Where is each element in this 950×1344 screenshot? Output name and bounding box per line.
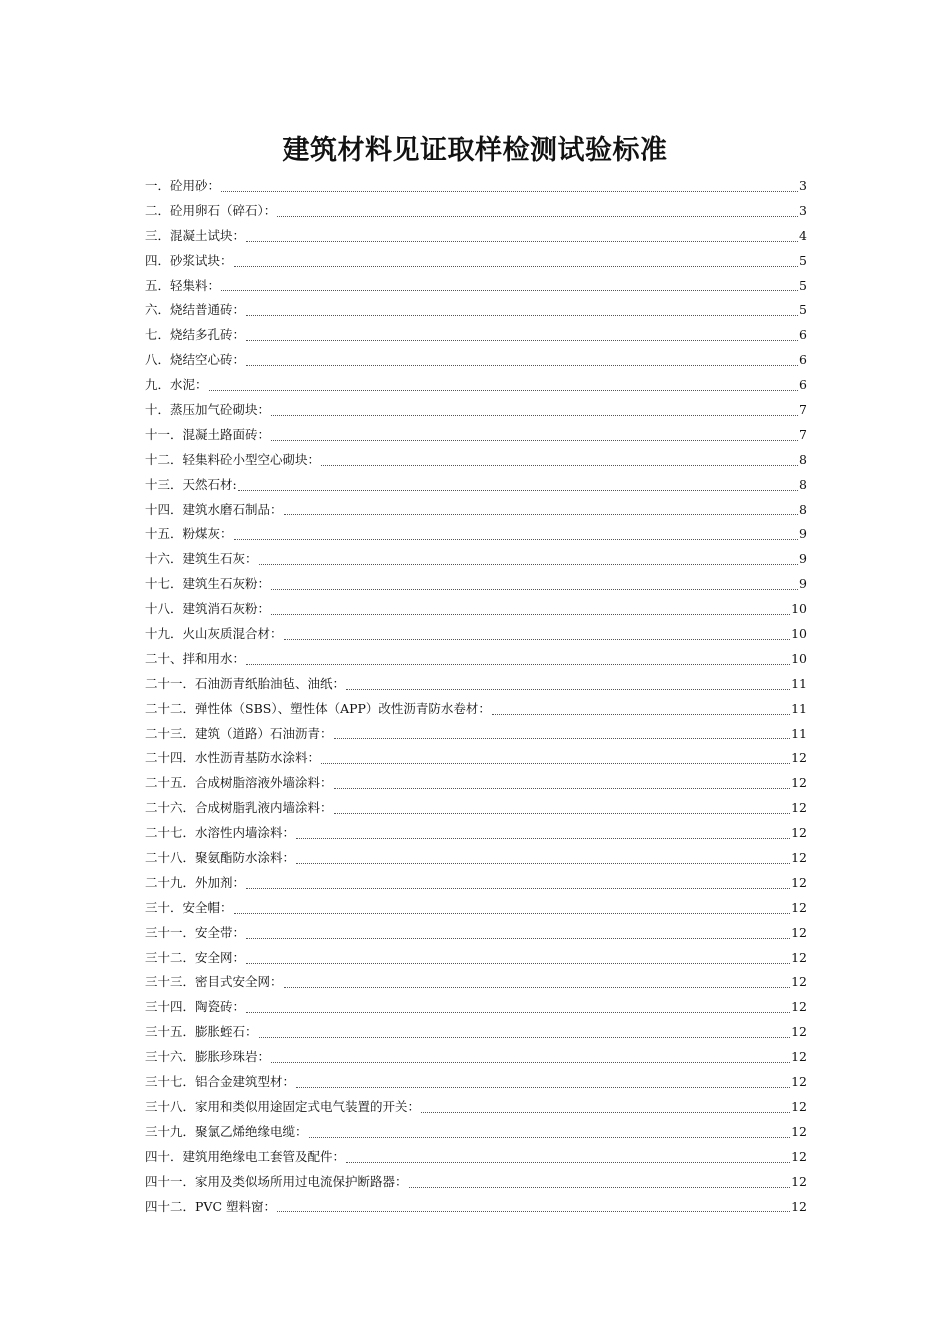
toc-entry[interactable]	[145, 174, 807, 199]
toc-entry[interactable]	[145, 722, 807, 747]
toc-entry[interactable]	[145, 846, 807, 871]
toc-entry-label: 二十九．外加剂：	[145, 874, 246, 890]
toc-entry[interactable]	[145, 622, 807, 647]
toc-entry-page-number: 5	[799, 277, 807, 293]
document-title: 建筑材料见证取样检测试验标准	[282, 135, 668, 166]
toc-dot-leader	[346, 689, 790, 690]
toc-entry[interactable]	[145, 1170, 807, 1195]
toc-entry-page-number: 12	[791, 825, 807, 841]
toc-entry-label: 三十九．聚氯乙烯绝缘电缆：	[145, 1123, 308, 1139]
toc-entry[interactable]	[145, 547, 807, 572]
toc-dot-leader	[246, 241, 798, 242]
toc-entry-label: 三十四．陶瓷砖：	[145, 999, 246, 1015]
toc-entry[interactable]	[145, 298, 807, 323]
toc-dot-leader	[321, 465, 798, 466]
toc-entry-label: 二十六．合成树脂乳液内墙涂料：	[145, 800, 333, 816]
toc-entry[interactable]	[145, 995, 807, 1020]
toc-dot-leader	[271, 589, 798, 590]
toc-entry-label: 三十三．密目式安全网：	[145, 974, 283, 990]
toc-entry-page-number: 12	[791, 1074, 807, 1090]
toc-entry-label: 十九．火山灰质混合材：	[145, 626, 283, 642]
toc-entry-page-number: 12	[791, 924, 807, 940]
toc-entry-label: 八．烧结空心砖：	[145, 352, 246, 368]
toc-dot-leader	[234, 266, 799, 267]
toc-entry[interactable]	[145, 274, 807, 299]
toc-entry-page-number: 12	[791, 1024, 807, 1040]
toc-dot-leader	[234, 539, 799, 540]
toc-dot-leader	[221, 191, 798, 192]
toc-entry[interactable]	[145, 647, 807, 672]
toc-entry-page-number: 12	[791, 1173, 807, 1189]
toc-dot-leader	[246, 315, 798, 316]
toc-entry[interactable]	[145, 946, 807, 971]
toc-entry-page-number: 12	[791, 1123, 807, 1139]
toc-entry-label: 四十一．家用及类似场所用过电流保护断路器：	[145, 1173, 408, 1189]
toc-entry[interactable]	[145, 597, 807, 622]
toc-dot-leader	[246, 1012, 790, 1013]
toc-entry[interactable]	[145, 971, 807, 996]
toc-entry-label: 四十二．PVC 塑料窗：	[145, 1198, 276, 1214]
toc-dot-leader	[271, 614, 790, 615]
toc-entry[interactable]	[145, 423, 807, 448]
toc-entry-label: 十四．建筑水磨石制品：	[145, 501, 283, 517]
toc-entry-page-number: 5	[799, 252, 807, 268]
toc-entry[interactable]	[145, 522, 807, 547]
toc-dot-leader	[296, 863, 790, 864]
toc-entry-page-number: 12	[791, 750, 807, 766]
toc-dot-leader	[238, 490, 798, 491]
toc-entry-page-number: 12	[791, 874, 807, 890]
toc-entry-label: 二十三．建筑（道路）石油沥青：	[145, 725, 333, 741]
toc-entry-label: 六．烧结普通砖：	[145, 302, 246, 318]
toc-entry-label: 二．砼用卵石（碎石）：	[145, 202, 277, 218]
toc-dot-leader	[246, 888, 790, 889]
toc-dot-leader	[296, 1087, 790, 1088]
toc-entry-label: 四．砂浆试块：	[145, 252, 233, 268]
toc-entry-label: 二十五．合成树脂溶液外墙涂料：	[145, 775, 333, 791]
toc-entry-page-number: 12	[791, 974, 807, 990]
toc-dot-leader	[209, 390, 799, 391]
toc-entry-page-number: 11	[791, 700, 807, 716]
toc-dot-leader	[259, 1037, 791, 1038]
toc-dot-leader	[246, 938, 790, 939]
toc-entry[interactable]	[145, 1195, 807, 1220]
toc-entry-page-number: 12	[791, 775, 807, 791]
toc-dot-leader	[284, 514, 799, 515]
toc-dot-leader	[246, 963, 790, 964]
toc-entry-page-number: 3	[799, 177, 807, 193]
toc-dot-leader	[492, 714, 790, 715]
toc-entry-page-number: 12	[791, 800, 807, 816]
toc-entry-label: 二十八．聚氨酯防水涂料：	[145, 850, 296, 866]
toc-dot-leader	[259, 564, 799, 565]
toc-dot-leader	[334, 788, 791, 789]
toc-entry-page-number: 6	[799, 352, 807, 368]
toc-dot-leader	[271, 440, 798, 441]
toc-entry-label: 三十一．安全带：	[145, 924, 246, 940]
toc-entry[interactable]	[145, 821, 807, 846]
toc-entry-page-number: 10	[791, 601, 807, 617]
toc-entry-label: 十一．混凝土路面砖：	[145, 426, 271, 442]
toc-entry[interactable]	[145, 373, 807, 398]
toc-entry-page-number: 6	[799, 377, 807, 393]
toc-dot-leader	[246, 365, 798, 366]
toc-entry[interactable]	[145, 1020, 807, 1045]
toc-entry-page-number: 9	[799, 576, 807, 592]
toc-entry-page-number: 6	[799, 327, 807, 343]
toc-entry[interactable]	[145, 1045, 807, 1070]
toc-dot-leader	[271, 415, 798, 416]
toc-dot-leader	[346, 1162, 790, 1163]
toc-dot-leader	[309, 1137, 791, 1138]
toc-entry-page-number: 3	[799, 202, 807, 218]
toc-entry-label: 五．轻集料：	[145, 277, 221, 293]
toc-entry[interactable]	[145, 473, 807, 498]
toc-entry[interactable]	[145, 896, 807, 921]
toc-entry[interactable]	[145, 771, 807, 796]
toc-entry-label: 二十、拌和用水：	[145, 650, 246, 666]
toc-entry-label: 二十七．水溶性内墙涂料：	[145, 825, 296, 841]
toc-entry-label: 二十四．水性沥青基防水涂料：	[145, 750, 321, 766]
toc-entry[interactable]	[145, 1095, 807, 1120]
toc-entry[interactable]	[145, 323, 807, 348]
toc-entry-label: 十七．建筑生石灰粉：	[145, 576, 271, 592]
toc-dot-leader	[334, 738, 791, 739]
toc-entry[interactable]	[145, 871, 807, 896]
toc-dot-leader	[284, 987, 791, 988]
toc-dot-leader	[234, 913, 791, 914]
toc-entry-label: 二十二．弹性体（SBS）、塑性体（APP）改性沥青防水卷材：	[145, 700, 491, 716]
toc-entry[interactable]	[145, 1070, 807, 1095]
toc-entry-page-number: 12	[791, 1198, 807, 1214]
toc-entry-label: 九．水泥：	[145, 377, 208, 393]
toc-entry-page-number: 10	[791, 626, 807, 642]
toc-entry-label: 三十六．膨胀珍珠岩：	[145, 1049, 271, 1065]
toc-entry[interactable]	[145, 921, 807, 946]
toc-dot-leader	[421, 1112, 790, 1113]
toc-entry-page-number: 8	[799, 476, 807, 492]
toc-entry-page-number: 7	[799, 426, 807, 442]
toc-entry-label: 七．烧结多孔砖：	[145, 327, 246, 343]
toc-entry-page-number: 12	[791, 1049, 807, 1065]
toc-entry[interactable]	[145, 1120, 807, 1145]
toc-entry-label: 十五．粉煤灰：	[145, 526, 233, 542]
toc-entry-label: 三十八．家用和类似用途固定式电气装置的开关：	[145, 1098, 421, 1114]
toc-dot-leader	[246, 340, 798, 341]
toc-entry-page-number: 12	[791, 899, 807, 915]
toc-entry[interactable]	[145, 224, 807, 249]
toc-entry-page-number: 12	[791, 949, 807, 965]
toc-entry[interactable]	[145, 1145, 807, 1170]
toc-entry-page-number: 7	[799, 402, 807, 417]
toc-entry[interactable]	[145, 697, 807, 722]
toc-entry[interactable]	[145, 672, 807, 697]
toc-entry[interactable]	[145, 448, 807, 473]
toc-entry-page-number: 4	[799, 227, 807, 243]
toc-entry-label: 一．砼用砂：	[145, 177, 221, 193]
toc-dot-leader	[409, 1187, 791, 1188]
toc-entry-label: 十．蒸压加气砼砌块：	[145, 402, 271, 417]
toc-dot-leader	[321, 763, 790, 764]
toc-entry[interactable]	[145, 249, 807, 274]
toc-dot-leader	[221, 290, 798, 291]
toc-entry-label: 十三．天然石材:	[145, 476, 237, 492]
toc-dot-leader	[246, 664, 790, 665]
toc-entry-page-number: 9	[799, 526, 807, 542]
toc-entry-page-number: 12	[791, 1148, 807, 1164]
toc-entry-label: 四十．建筑用绝缘电工套管及配件：	[145, 1148, 346, 1164]
toc-entry-page-number: 12	[791, 1098, 807, 1114]
toc-entry-page-number: 12	[791, 850, 807, 866]
table-of-contents	[145, 174, 807, 1219]
toc-entry-page-number: 11	[791, 725, 807, 741]
toc-entry-page-number: 8	[799, 451, 807, 467]
toc-entry-page-number: 10	[791, 650, 807, 666]
toc-dot-leader	[284, 639, 791, 640]
toc-dot-leader	[296, 838, 790, 839]
toc-entry-label: 二十一．石油沥青纸胎油毡、油纸：	[145, 675, 346, 691]
toc-entry-page-number: 5	[799, 302, 807, 318]
toc-dot-leader	[277, 1211, 790, 1212]
toc-entry-page-number: 8	[799, 501, 807, 517]
toc-dot-leader	[277, 216, 798, 217]
toc-dot-leader	[334, 813, 791, 814]
toc-entry-label: 十八．建筑消石灰粉：	[145, 601, 271, 617]
toc-entry-page-number: 12	[791, 999, 807, 1015]
toc-entry[interactable]	[145, 498, 807, 523]
toc-entry-label: 三十五．膨胀蛭石：	[145, 1024, 258, 1040]
toc-entry-label: 十二．轻集料砼小型空心砌块：	[145, 451, 321, 467]
toc-entry[interactable]	[145, 348, 807, 373]
toc-entry-label: 三十．安全帽：	[145, 899, 233, 915]
toc-entry-label: 三十二．安全网：	[145, 949, 246, 965]
toc-entry[interactable]	[145, 572, 807, 597]
toc-entry[interactable]	[145, 398, 807, 423]
toc-entry-label: 十六．建筑生石灰：	[145, 551, 258, 567]
toc-dot-leader	[271, 1062, 790, 1063]
toc-entry[interactable]	[145, 796, 807, 821]
toc-entry-label: 三十七．铝合金建筑型材：	[145, 1074, 296, 1090]
toc-entry-page-number: 11	[791, 675, 807, 691]
toc-entry-label: 三．混凝土试块：	[145, 227, 246, 243]
toc-entry-page-number: 9	[799, 551, 807, 567]
toc-entry[interactable]	[145, 199, 807, 224]
toc-entry[interactable]	[145, 746, 807, 771]
